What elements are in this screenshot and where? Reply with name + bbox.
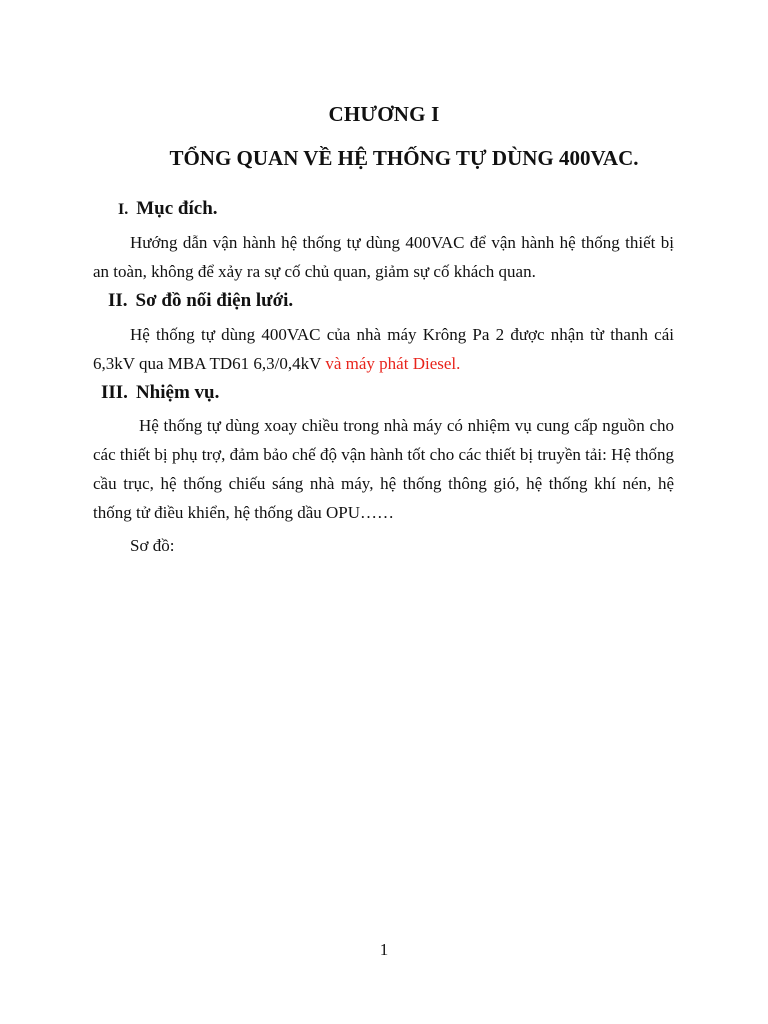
paragraph-text: Hệ thống tự dùng 400VAC của nhà máy Krông Pa 2 được nhận từ thanh cái 6,3kV qua MBA TD61 6,3/0,4kV <box>93 325 674 373</box>
section-heading-grid-diagram <box>108 290 293 312</box>
diagram-label: Sơ đồ: <box>130 536 175 555</box>
highlighted-text: và máy phát Diesel. <box>325 354 461 373</box>
section-heading-duties <box>101 382 219 404</box>
page-number: 1 <box>379 940 389 959</box>
section-heading-purpose <box>118 198 218 220</box>
section-number: II. <box>108 290 128 311</box>
section-paragraph-grid-diagram <box>93 320 674 378</box>
section-paragraph-purpose: Hướng dẫn vận hành hệ thống tự dùng 400VAC để vận hành hệ thống thiết bị an toàn, không để xảy ra sự cố chủ quan, giảm sự cố khách quan. <box>93 233 674 281</box>
section-paragraph-duties: Hệ thống tự dùng xoay chiều trong nhà máy có nhiệm vụ cung cấp nguồn cho các thiết bị phụ trợ, đảm bảo chế độ vận hành tốt cho các thiết bị truyền tải: Hệ thống cầu trục, hệ thống chiếu sáng nhà máy, hệ thống thông gió, hệ thống khí nén, hệ thống tử điều khiển, hệ thống dầu OPU…… <box>93 416 674 522</box>
section-number: III. <box>101 382 128 403</box>
chapter-title: TỔNG QUAN VỀ HỆ THỐNG TỰ DÙNG 400VAC. <box>169 146 639 170</box>
chapter-heading: CHƯƠNG I <box>328 102 440 126</box>
section-title: Sơ đồ nối điện lưới. <box>135 290 294 311</box>
section-title: Nhiệm vụ. <box>135 382 220 403</box>
section-title: Mục đích. <box>136 198 218 219</box>
section-number: I. <box>118 201 129 218</box>
